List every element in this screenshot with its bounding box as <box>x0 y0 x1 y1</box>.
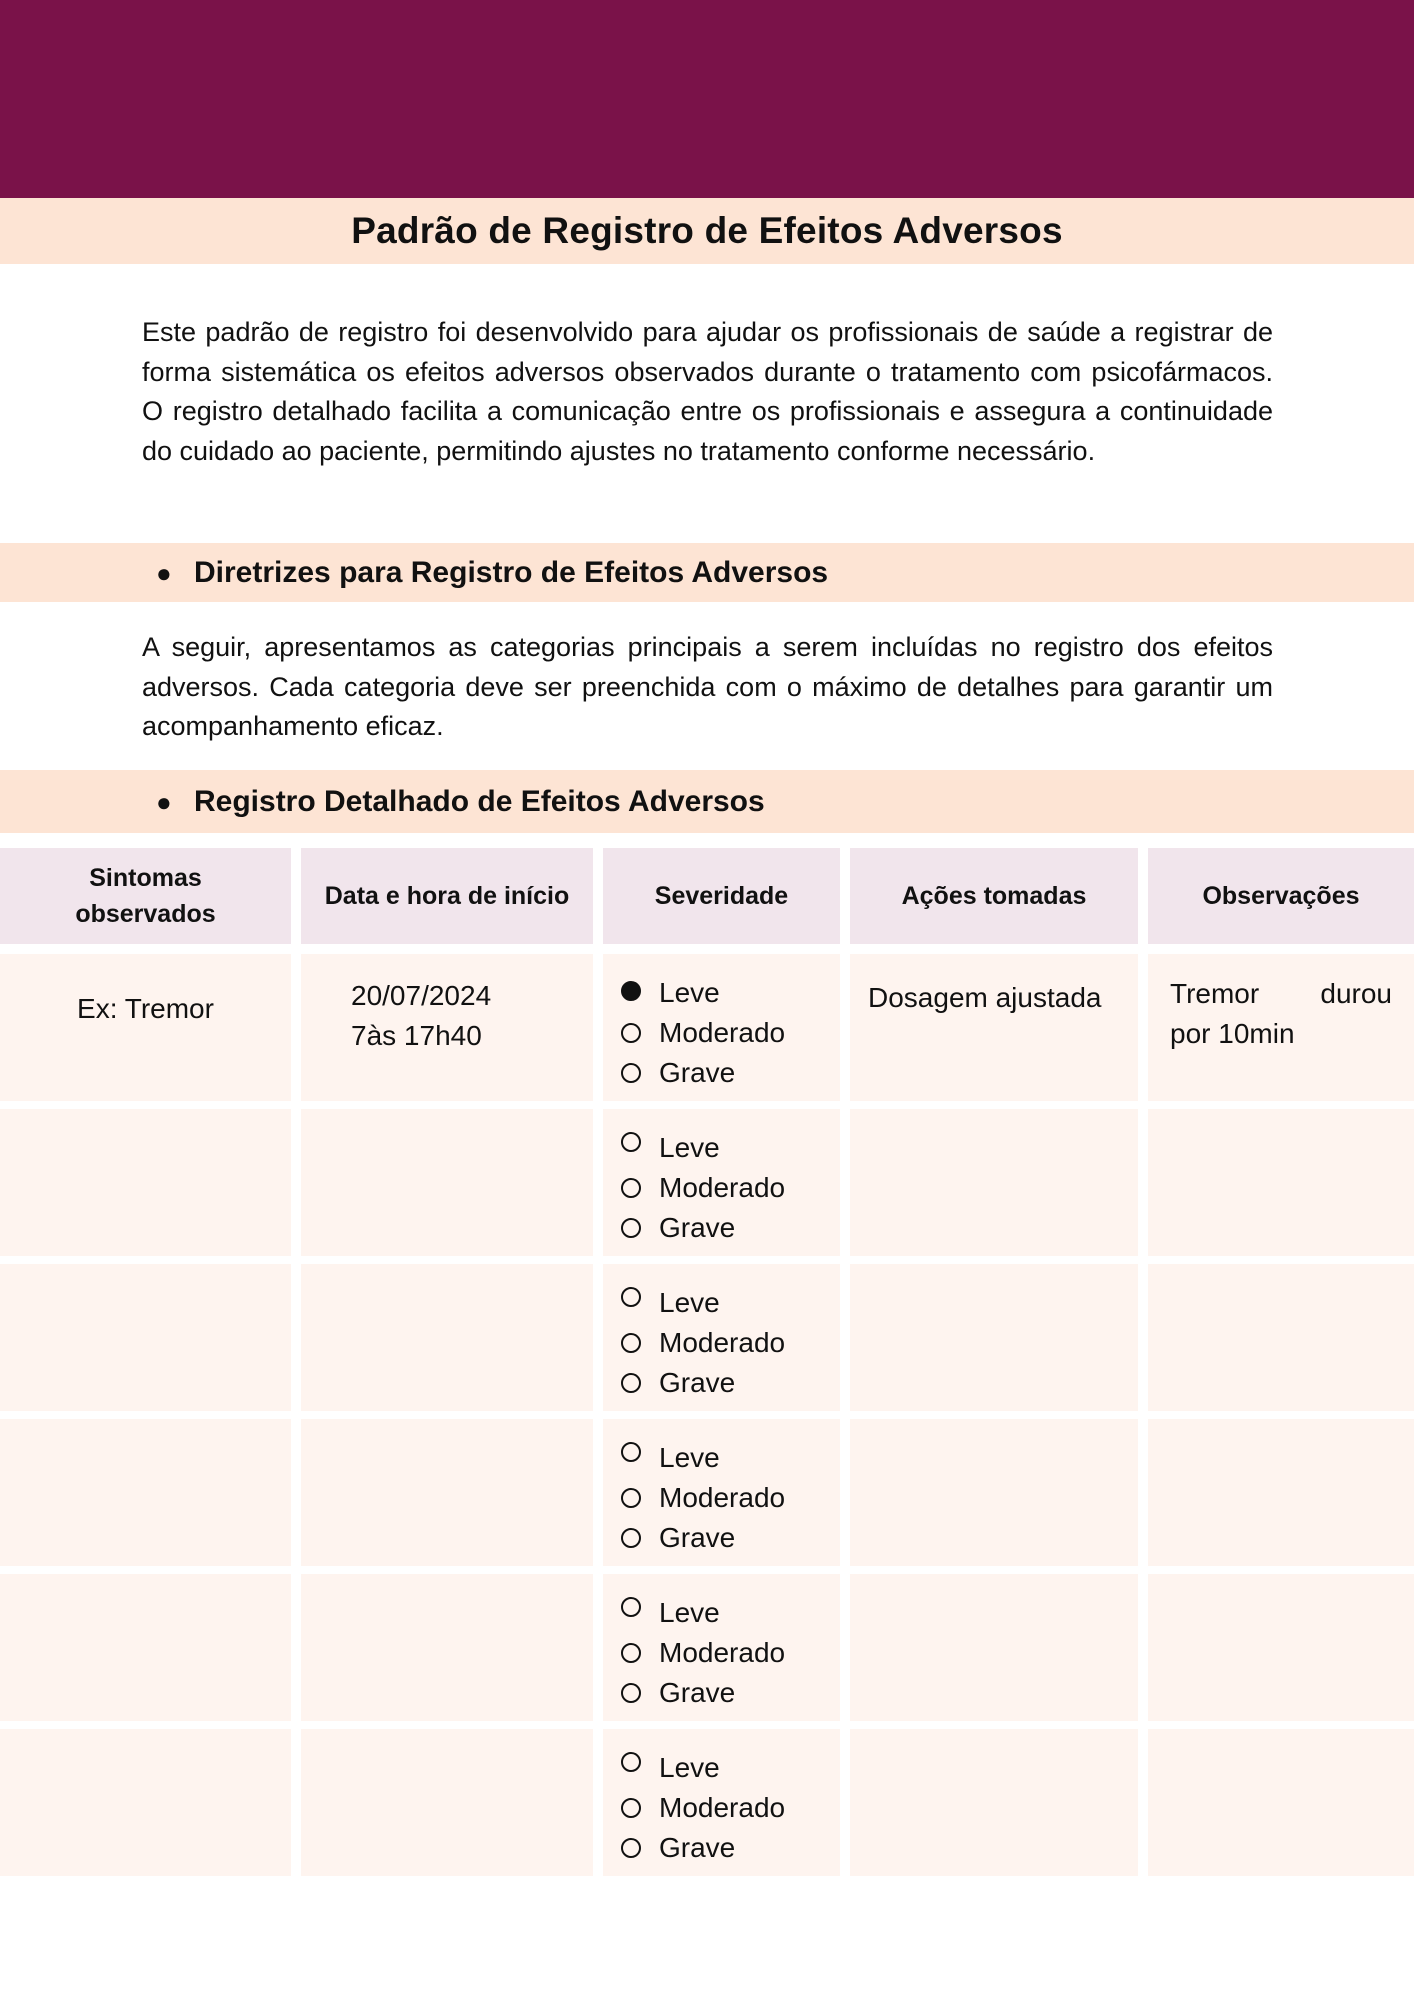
page-title: Padrão de Registro de Efeitos Adversos <box>351 210 1063 251</box>
radio-button[interactable] <box>621 1373 641 1393</box>
severity-option-label: Moderado <box>659 1637 786 1668</box>
symptom-cell[interactable] <box>0 1729 291 1876</box>
title-band <box>0 198 1414 264</box>
header-actions-taken: Ações tomadas <box>850 848 1138 944</box>
radio-button[interactable] <box>621 1643 641 1663</box>
severity-option-label: Grave <box>659 1522 736 1553</box>
severity-option[interactable] <box>621 1208 785 1248</box>
radio-button[interactable] <box>621 1218 641 1238</box>
severity-option[interactable] <box>621 1518 785 1558</box>
example-datetime <box>351 976 491 1056</box>
bullet-icon: ● <box>156 786 172 817</box>
action-cell[interactable] <box>850 1729 1138 1876</box>
severity-option-label: Leve <box>659 1132 720 1163</box>
symptom-cell[interactable] <box>0 1264 291 1411</box>
symptom-cell[interactable] <box>0 1109 291 1256</box>
severity-cell <box>603 954 840 1101</box>
severity-options <box>621 1748 785 1868</box>
severity-option-label: Moderado <box>659 1792 786 1823</box>
section-detailed-band <box>0 770 1414 833</box>
header-severity: Severidade <box>603 848 840 944</box>
radio-button[interactable] <box>621 1528 641 1548</box>
datetime-cell[interactable] <box>301 1574 593 1721</box>
example-time: 7às 17h40 <box>351 1020 482 1051</box>
severity-option[interactable] <box>621 1673 785 1713</box>
datetime-cell[interactable] <box>301 954 593 1101</box>
header-band <box>0 0 1414 198</box>
section-guidelines-band <box>0 543 1414 602</box>
radio-button[interactable] <box>621 1752 641 1772</box>
severity-option-label: Moderado <box>659 1017 786 1048</box>
header-start-datetime: Data e hora de início <box>301 848 593 944</box>
example-symptom: Ex: Tremor <box>77 993 214 1024</box>
radio-button[interactable] <box>621 1178 641 1198</box>
action-cell[interactable] <box>850 1109 1138 1256</box>
section-guidelines-heading: Diretrizes para Registro de Efeitos Adversos <box>194 555 829 589</box>
example-action: Dosagem ajustada <box>868 982 1102 1013</box>
radio-button[interactable] <box>621 1333 641 1353</box>
bullet-icon: ● <box>156 557 172 588</box>
severity-option[interactable] <box>621 1053 785 1093</box>
severity-option[interactable] <box>621 1013 785 1053</box>
severity-options <box>621 1128 785 1248</box>
example-observation <box>1170 974 1392 1054</box>
radio-button[interactable] <box>621 1798 641 1818</box>
severity-cell <box>603 1729 840 1876</box>
observation-cell[interactable] <box>1148 1574 1414 1721</box>
header-observations: Observações <box>1148 848 1414 944</box>
severity-option-label: Moderado <box>659 1482 786 1513</box>
severity-option-label: Leve <box>659 977 720 1008</box>
severity-option[interactable] <box>621 1323 785 1363</box>
severity-options <box>621 1438 785 1558</box>
intro-paragraph: Este padrão de registro foi desenvolvido para ajudar os profissionais de saúde a registrar de forma sistemática os efeitos adversos observados durante o tratamento com psicofármacos. O registro detalhado facilita a comunicação entre os profissionais e assegura a continuidade do cuidado ao paciente, permitindo ajustes no tratamento conforme necessário. <box>142 317 1273 466</box>
radio-button[interactable] <box>621 1287 641 1307</box>
observation-cell[interactable] <box>1148 1264 1414 1411</box>
datetime-cell[interactable] <box>301 1264 593 1411</box>
severity-option[interactable] <box>621 1283 785 1323</box>
severity-option-label: Moderado <box>659 1327 786 1358</box>
action-cell[interactable] <box>850 1419 1138 1566</box>
symptom-cell[interactable] <box>0 1419 291 1566</box>
radio-button[interactable] <box>621 1488 641 1508</box>
radio-button[interactable] <box>621 1683 641 1703</box>
example-date: 20/07/2024 <box>351 980 492 1011</box>
observation-cell[interactable] <box>1148 1109 1414 1256</box>
severity-option[interactable] <box>621 1633 785 1673</box>
severity-option[interactable] <box>621 1168 785 1208</box>
symptom-cell[interactable] <box>0 954 291 1101</box>
severity-option-label: Grave <box>659 1677 736 1708</box>
action-cell[interactable] <box>850 1574 1138 1721</box>
severity-option[interactable] <box>621 1593 785 1633</box>
action-cell[interactable] <box>850 1264 1138 1411</box>
severity-option-label: Grave <box>659 1057 736 1088</box>
severity-cell <box>603 1419 840 1566</box>
radio-button[interactable] <box>621 981 641 1001</box>
radio-button[interactable] <box>621 1442 641 1462</box>
severity-cell <box>603 1574 840 1721</box>
datetime-cell[interactable] <box>301 1729 593 1876</box>
datetime-cell[interactable] <box>301 1419 593 1566</box>
radio-button[interactable] <box>621 1838 641 1858</box>
severity-cell <box>603 1109 840 1256</box>
observation-cell[interactable] <box>1148 1729 1414 1876</box>
severity-option-label: Leve <box>659 1287 720 1318</box>
observation-cell[interactable] <box>1148 954 1414 1101</box>
severity-option[interactable] <box>621 1788 785 1828</box>
severity-option[interactable] <box>621 1128 785 1168</box>
observation-word: durou <box>1320 978 1392 1009</box>
severity-options <box>621 1593 785 1713</box>
severity-option[interactable] <box>621 1438 785 1478</box>
severity-option[interactable] <box>621 1363 785 1403</box>
radio-button[interactable] <box>621 1597 641 1617</box>
severity-option-label: Moderado <box>659 1172 786 1203</box>
severity-option-label: Leve <box>659 1597 720 1628</box>
severity-options <box>621 1283 785 1403</box>
header-symptoms: Sintomas observados <box>0 848 291 944</box>
severity-option-label: Leve <box>659 1752 720 1783</box>
severity-option[interactable] <box>621 973 785 1013</box>
datetime-cell[interactable] <box>301 1109 593 1256</box>
observation-line: por 10min <box>1170 1018 1295 1049</box>
severity-option[interactable] <box>621 1748 785 1788</box>
severity-option-label: Grave <box>659 1212 736 1243</box>
severity-option[interactable] <box>621 1828 785 1868</box>
severity-options <box>621 973 785 1093</box>
observation-line <box>1170 974 1392 1014</box>
guidelines-paragraph: A seguir, apresentamos as categorias principais a serem incluídas no registro dos efeitos adversos. Cada categoria deve ser preenchida com o máximo de detalhes para garantir um acompanhamento eficaz. <box>142 632 1273 741</box>
action-cell[interactable] <box>850 954 1138 1101</box>
severity-option-label: Leve <box>659 1442 720 1473</box>
radio-button[interactable] <box>621 1132 641 1152</box>
severity-option[interactable] <box>621 1478 785 1518</box>
severity-option-label: Grave <box>659 1367 736 1398</box>
observation-word: Tremor <box>1170 978 1260 1009</box>
severity-cell <box>603 1264 840 1411</box>
radio-button[interactable] <box>621 1063 641 1083</box>
symptom-cell[interactable] <box>0 1574 291 1721</box>
observation-cell[interactable] <box>1148 1419 1414 1566</box>
section-detailed-heading: Registro Detalhado de Efeitos Adversos <box>194 784 765 818</box>
severity-option-label: Grave <box>659 1832 736 1863</box>
radio-button[interactable] <box>621 1023 641 1043</box>
